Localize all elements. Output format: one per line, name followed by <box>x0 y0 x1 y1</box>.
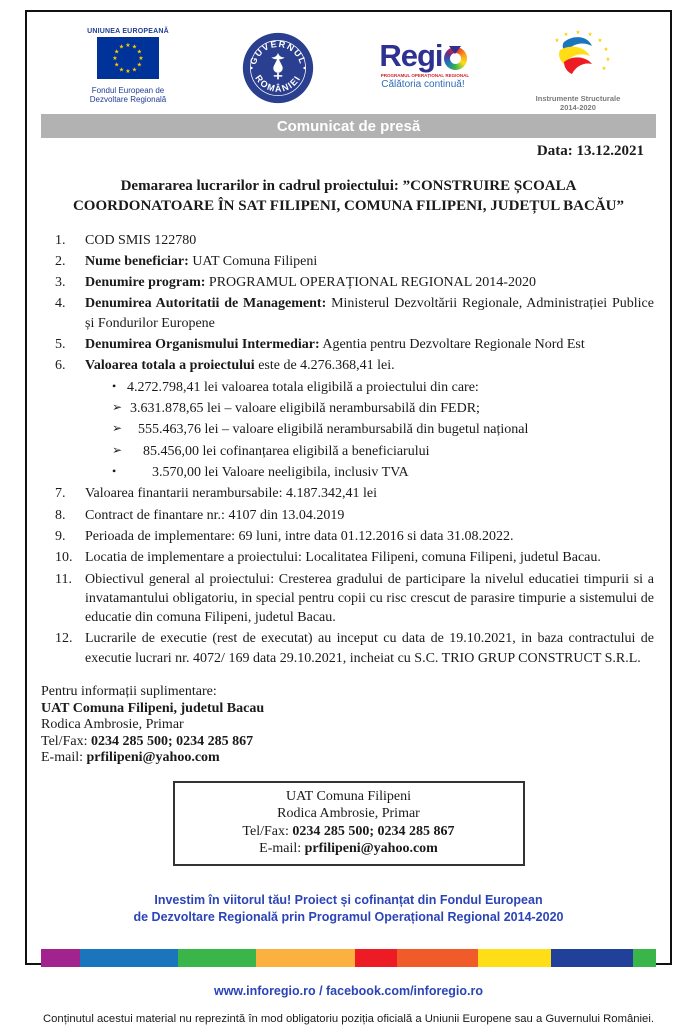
regio-text: Regi <box>379 38 443 73</box>
list-item-number: 4. <box>55 296 66 312</box>
eu-logo <box>77 28 179 104</box>
list-item-label: Denumirea Autoritatii de Management: <box>85 296 327 312</box>
list-item-number: 6. <box>55 358 66 374</box>
box-phone-line <box>179 823 519 841</box>
svg-text:★: ★ <box>603 47 609 53</box>
investment-slogan-line1: Investim în viitorul tău! Proiect și cofinanțat din Fondul European <box>154 892 543 907</box>
government-seal-icon <box>240 30 316 106</box>
svg-text:★: ★ <box>118 67 125 74</box>
svg-text:★: ★ <box>131 67 138 74</box>
regio-program-label: PROGRAMUL OPERAȚIONAL REGIONAL <box>380 73 470 78</box>
arrow-bullet-icon: ➢ <box>112 442 123 457</box>
list-item-label: Denumirea Organismului Intermediar: <box>85 337 320 353</box>
rainbow-segment <box>478 949 551 967</box>
email-address[interactable]: prfilipeni@yahoo.com <box>86 750 220 766</box>
bullet-icon: • <box>112 463 117 478</box>
list-item-text: Agentia pentru Dezvoltare Regionale Nord Est <box>319 337 585 353</box>
project-details-list <box>41 231 656 669</box>
list-item-label: Valoarea totala a proiectului <box>85 358 255 374</box>
svg-text:★: ★ <box>605 57 611 63</box>
list-item-text: Obiectivul general al proiectului: Cresterea gradului de participare la nivelul educatiei timpurii si a invatamantului obligatoriu, in special pentru copii cu risc crescut de parasire timpurie a sistemului de educatie din comuna Filipeni, judetul Bacau. <box>85 571 654 626</box>
rainbow-bar <box>41 949 656 967</box>
list-item-number: 3. <box>55 275 66 291</box>
contact-email-line <box>41 750 656 767</box>
eu-flag-icon <box>97 37 159 79</box>
svg-text:★: ★ <box>125 69 131 75</box>
list-item-text: Locatia de implementare a proiectului: Localitatea Filipeni, comuna Filipeni, judetul Bacau. <box>85 550 601 566</box>
svg-text:★: ★ <box>112 56 118 62</box>
rainbow-segment <box>80 949 178 967</box>
phone-numbers: 0234 285 500; 0234 285 867 <box>292 823 455 839</box>
investment-slogan-line2: de Dezvoltare Regională prin Programul Operațional Regional 2014-2020 <box>133 910 564 925</box>
list-item-text: este de 4.276.368,41 lei. <box>254 358 395 374</box>
svg-text:★: ★ <box>136 62 142 69</box>
list-item-number: 9. <box>55 528 66 544</box>
rainbow-segment <box>256 949 356 967</box>
phone-label: Tel/Fax: <box>242 823 293 839</box>
list-item <box>41 506 656 525</box>
phone-numbers: 0234 285 500; 0234 285 867 <box>90 733 254 749</box>
list-item <box>41 335 656 354</box>
rainbow-segment <box>355 949 397 967</box>
box-org: UAT Comuna Filipeni <box>286 788 411 804</box>
rainbow-segment <box>551 949 632 967</box>
list-item-label: Nume beneficiar: <box>85 253 189 269</box>
svg-text:★: ★ <box>597 38 603 44</box>
list-item <box>41 252 656 271</box>
contact-phone-line <box>41 734 656 751</box>
list-item-text: COD SMIS 122780 <box>85 232 197 248</box>
list-item-text: Lucrarile de executie (rest de executat) au inceput cu data de 19.10.2021, in baza contractului de executie lucrari nr. 4072/ 169 data 29.10.2021, incheiat cu S.C. TRIO GRUP CONSTRUCT S.R.L. <box>85 631 654 666</box>
list-item-number: 8. <box>55 507 66 523</box>
value-breakdown-item <box>41 463 656 482</box>
phone-label: Tel/Fax: <box>41 733 91 749</box>
list-item-number: 1. <box>55 232 66 248</box>
press-release-banner: Comunicat de presă <box>41 114 656 138</box>
date-line: Data: 13.12.2021 <box>536 143 644 159</box>
value-breakdown-text: 3.631.878,65 lei – valoare eligibilă nerambursabilă din FEDR; <box>130 401 480 416</box>
svg-text:★: ★ <box>136 49 142 56</box>
svg-text:★: ★ <box>554 38 560 44</box>
svg-text:★: ★ <box>575 30 581 36</box>
value-breakdown-item <box>41 399 656 418</box>
investment-slogan <box>41 892 656 927</box>
value-breakdown-item <box>41 378 656 397</box>
regio-tagline: Călătoria continuă! <box>381 79 465 90</box>
eu-logo-subtitle: Fondul European de Dezvoltare Regională <box>89 86 167 105</box>
list-item <box>41 231 656 250</box>
document-title: Demararea lucrarilor in cadrul proiectului: ”CONSTRUIRE ȘCOALA COORDONATOARE ÎN SAT FILIPENI, COMUNA FILIPENI, JUDEȚUL BACĂU” <box>72 178 625 215</box>
regio-logo <box>377 28 469 90</box>
structural-label-line1: Instrumente Structurale <box>535 94 621 103</box>
value-breakdown-item <box>41 420 656 439</box>
rainbow-segment <box>397 949 478 967</box>
eu-logo-title: UNIUNEA EUROPEANĂ <box>87 28 169 35</box>
list-item-number: 12. <box>55 631 73 647</box>
regio-wordmark <box>377 40 469 71</box>
list-item <box>41 548 656 567</box>
press-release-page <box>25 10 672 1025</box>
website-links[interactable]: www.inforegio.ro / facebook.com/inforegio.ro <box>213 983 483 998</box>
logo-header <box>41 24 656 112</box>
list-item <box>41 273 656 292</box>
svg-text:★: ★ <box>138 56 144 62</box>
government-logo <box>240 30 316 111</box>
bullet-icon: • <box>112 378 117 393</box>
svg-text:★: ★ <box>601 66 607 72</box>
value-breakdown-item <box>41 442 656 461</box>
list-item-text: Ministerul Dezvoltării Regionale, Administrației Publice și Fondurilor Europene <box>85 296 654 331</box>
rainbow-segment <box>633 949 656 967</box>
contact-block <box>41 684 656 767</box>
list-item-number: 11. <box>55 571 72 587</box>
regio-o-icon <box>444 47 467 70</box>
value-breakdown-text: 555.463,76 lei – valoare eligibilă nerambursabilă din bugetul național <box>138 422 529 438</box>
svg-text:★: ★ <box>587 32 593 38</box>
list-item <box>41 629 656 668</box>
rainbow-segment <box>41 949 80 967</box>
arrow-bullet-icon: ➢ <box>112 400 123 414</box>
value-breakdown-text: 4.272.798,41 lei valoarea totala eligibilă a proiectului din care: <box>127 379 479 395</box>
list-item-text: PROGRAMUL OPERAȚIONAL REGIONAL 2014-2020 <box>205 275 536 291</box>
structural-label <box>530 94 626 112</box>
list-item-text: Valoarea finantarii nerambursabile: 4.187.342,41 lei <box>85 486 377 502</box>
structural-label-line2: 2014-2020 <box>560 103 596 112</box>
svg-text:★: ★ <box>118 44 125 51</box>
email-label: E-mail: <box>41 750 87 766</box>
list-item <box>41 570 656 628</box>
contact-box <box>173 781 525 866</box>
email-label: E-mail: <box>259 841 305 857</box>
list-item-label: Denumire program: <box>85 275 206 291</box>
rainbow-segment <box>178 949 255 967</box>
list-item-text: UAT Comuna Filipeni <box>188 253 318 269</box>
structural-swoosh-icon <box>530 28 626 88</box>
contact-person: Rodica Ambrosie, Primar <box>41 717 184 733</box>
list-item-text: Contract de finantare nr.: 4107 din 13.04.2019 <box>85 507 345 523</box>
svg-text:★: ★ <box>114 62 120 69</box>
svg-text:ROMÂNIEI: ROMÂNIEI <box>253 73 303 94</box>
list-item-text: Perioada de implementare: 69 luni, intre data 01.12.2016 si data 31.08.2022. <box>85 528 514 544</box>
list-item <box>41 484 656 503</box>
value-breakdown-text: 85.456,00 lei cofinanțarea eligibilă a beneficiarului <box>143 443 430 459</box>
list-item <box>41 294 656 333</box>
svg-text:GUVERNUL: GUVERNUL <box>247 38 308 66</box>
list-item-number: 5. <box>55 337 66 353</box>
email-address[interactable]: prfilipeni@yahoo.com <box>304 841 438 857</box>
svg-text:★: ★ <box>114 49 120 56</box>
contact-org: UAT Comuna Filipeni, judetul Bacau <box>41 700 265 716</box>
list-item <box>41 356 656 375</box>
list-item-number: 10. <box>55 550 73 566</box>
box-person: Rodica Ambrosie, Primar <box>277 806 420 822</box>
list-item <box>41 527 656 546</box>
list-item-number: 7. <box>55 486 66 502</box>
svg-text:★: ★ <box>131 44 138 51</box>
svg-text:★: ★ <box>125 43 131 49</box>
box-email-line <box>179 840 519 858</box>
list-item-number: 2. <box>55 253 66 269</box>
svg-text:★: ★ <box>563 32 569 38</box>
structural-instruments-logo <box>530 28 626 112</box>
disclaimer-text: Conținutul acestui material nu reprezintă în mod obligatoriu poziția oficială a Uniunii Europene sau a Guvernului României. <box>42 1012 654 1025</box>
arrow-bullet-icon: ➢ <box>112 421 123 436</box>
contact-intro: Pentru informații suplimentare: <box>41 684 217 700</box>
value-breakdown-text: 3.570,00 lei Valoare neeligibila, inclusiv TVA <box>152 464 409 480</box>
